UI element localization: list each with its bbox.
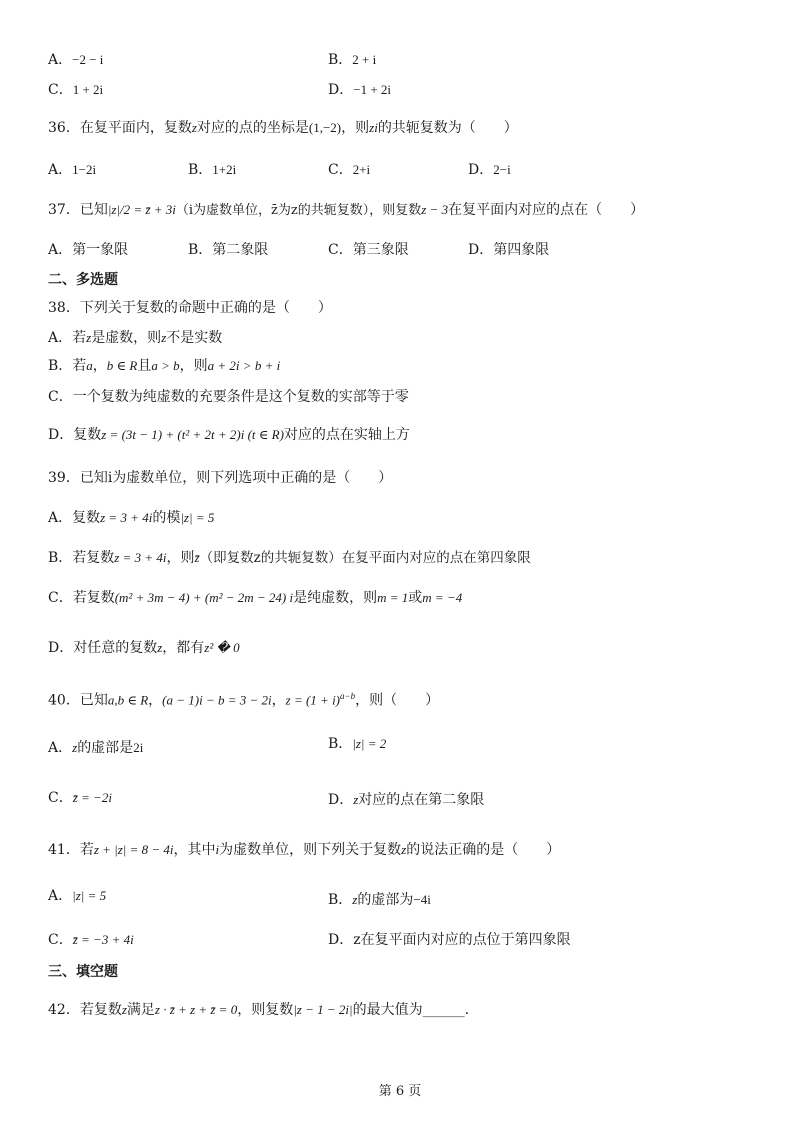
q38-option-b: B．若a，b ∈ R且a > b，则a + 2i > b + i — [48, 358, 281, 374]
section-heading-fill-in: 三、填空题 — [48, 964, 118, 980]
q41-option-c: C．z̄ = −3 + 4i — [48, 932, 134, 948]
q39-option-d: D．对任意的复数z，都有z² � 0 — [48, 640, 240, 656]
q39-option-b: B．若复数z = 3 + 4i，则z̄（即复数z的共轭复数）在复平面内对应的点在第四象限 — [48, 550, 531, 566]
q37-option-d: D．第四象限 — [468, 242, 550, 258]
q39-stem: 39．已知i为虚数单位，则下列选项中正确的是（ ） — [48, 470, 393, 486]
q39-option-c: C．若复数(m² + 3m − 4) + (m² − 2m − 24) i是纯虚数，则m = 1或m = −4 — [48, 590, 463, 606]
q38-option-d: D．复数z = (3t − 1) + (t² + 2t + 2)i (t ∈ R)对应的点在实轴上方 — [48, 427, 410, 443]
q37-option-a: A．第一象限 — [48, 242, 129, 258]
q39-option-a: A．复数z = 3 + 4i的模|z| = 5 — [48, 510, 215, 526]
q38-option-c: C．一个复数为纯虚数的充要条件是这个复数的实部等于零 — [48, 389, 409, 405]
q40-option-a: A．z的虚部是2i — [48, 740, 144, 756]
q35-option-a: A．−2 − i — [48, 52, 104, 68]
q36-option-c: C．2+i — [328, 162, 371, 178]
q37-stem: 37．已知|z|/2 = z̄ + 3i（i为虚数单位，z̄为z的共轭复数），则复数z − 3在复平面内对应的点在（ ） — [48, 202, 645, 218]
q41-option-d: D．z在复平面内对应的点位于第四象限 — [328, 932, 571, 948]
q38-option-a: A．若z是虚数，则z不是实数 — [48, 330, 223, 346]
page-number: 第 6 页 — [378, 1084, 422, 1099]
q40-option-b: B．|z| = 2 — [328, 736, 387, 752]
q37-option-c: C．第三象限 — [328, 242, 409, 258]
q36-option-b: B．1+2i — [188, 162, 237, 178]
q37-option-b: B．第二象限 — [188, 242, 269, 258]
section-heading-multiple-choice: 二、多选题 — [48, 272, 118, 288]
q41-stem: 41．若z + |z| = 8 − 4i，其中i为虚数单位，则下列关于复数z的说法正确的是（ ） — [48, 842, 561, 858]
q35-option-d: D．−1 + 2i — [328, 82, 392, 98]
q40-option-c: C．z̄ = −2i — [48, 790, 112, 806]
q40-option-d: D．z对应的点在第二象限 — [328, 792, 485, 808]
q35-option-c: C．1 + 2i — [48, 82, 104, 98]
q36-stem: 36．在复平面内，复数z对应的点的坐标是(1,−2)，则zi的共轭复数为（ ） — [48, 120, 518, 136]
q38-stem: 38．下列关于复数的命题中正确的是（ ） — [48, 300, 332, 316]
q41-option-b: B．z的虚部为−4i — [328, 892, 431, 908]
q40-stem: 40．已知a,b ∈ R，(a − 1)i − b = 3 − 2i，$z = (1 + i)^{a-b}$，则（ ） — [48, 691, 440, 709]
q36-option-a: A．1−2i — [48, 162, 97, 178]
q35-option-b: B．2 + i — [328, 52, 377, 68]
q41-option-a: A．|z| = 5 — [48, 888, 107, 904]
q36-option-d: D．2−i — [468, 162, 511, 178]
q42-stem: 42．若复数z满足z · z̄ + z + z̄ = 0，则复数|z − 1 − 2i|的最大值为______. — [48, 1002, 470, 1018]
